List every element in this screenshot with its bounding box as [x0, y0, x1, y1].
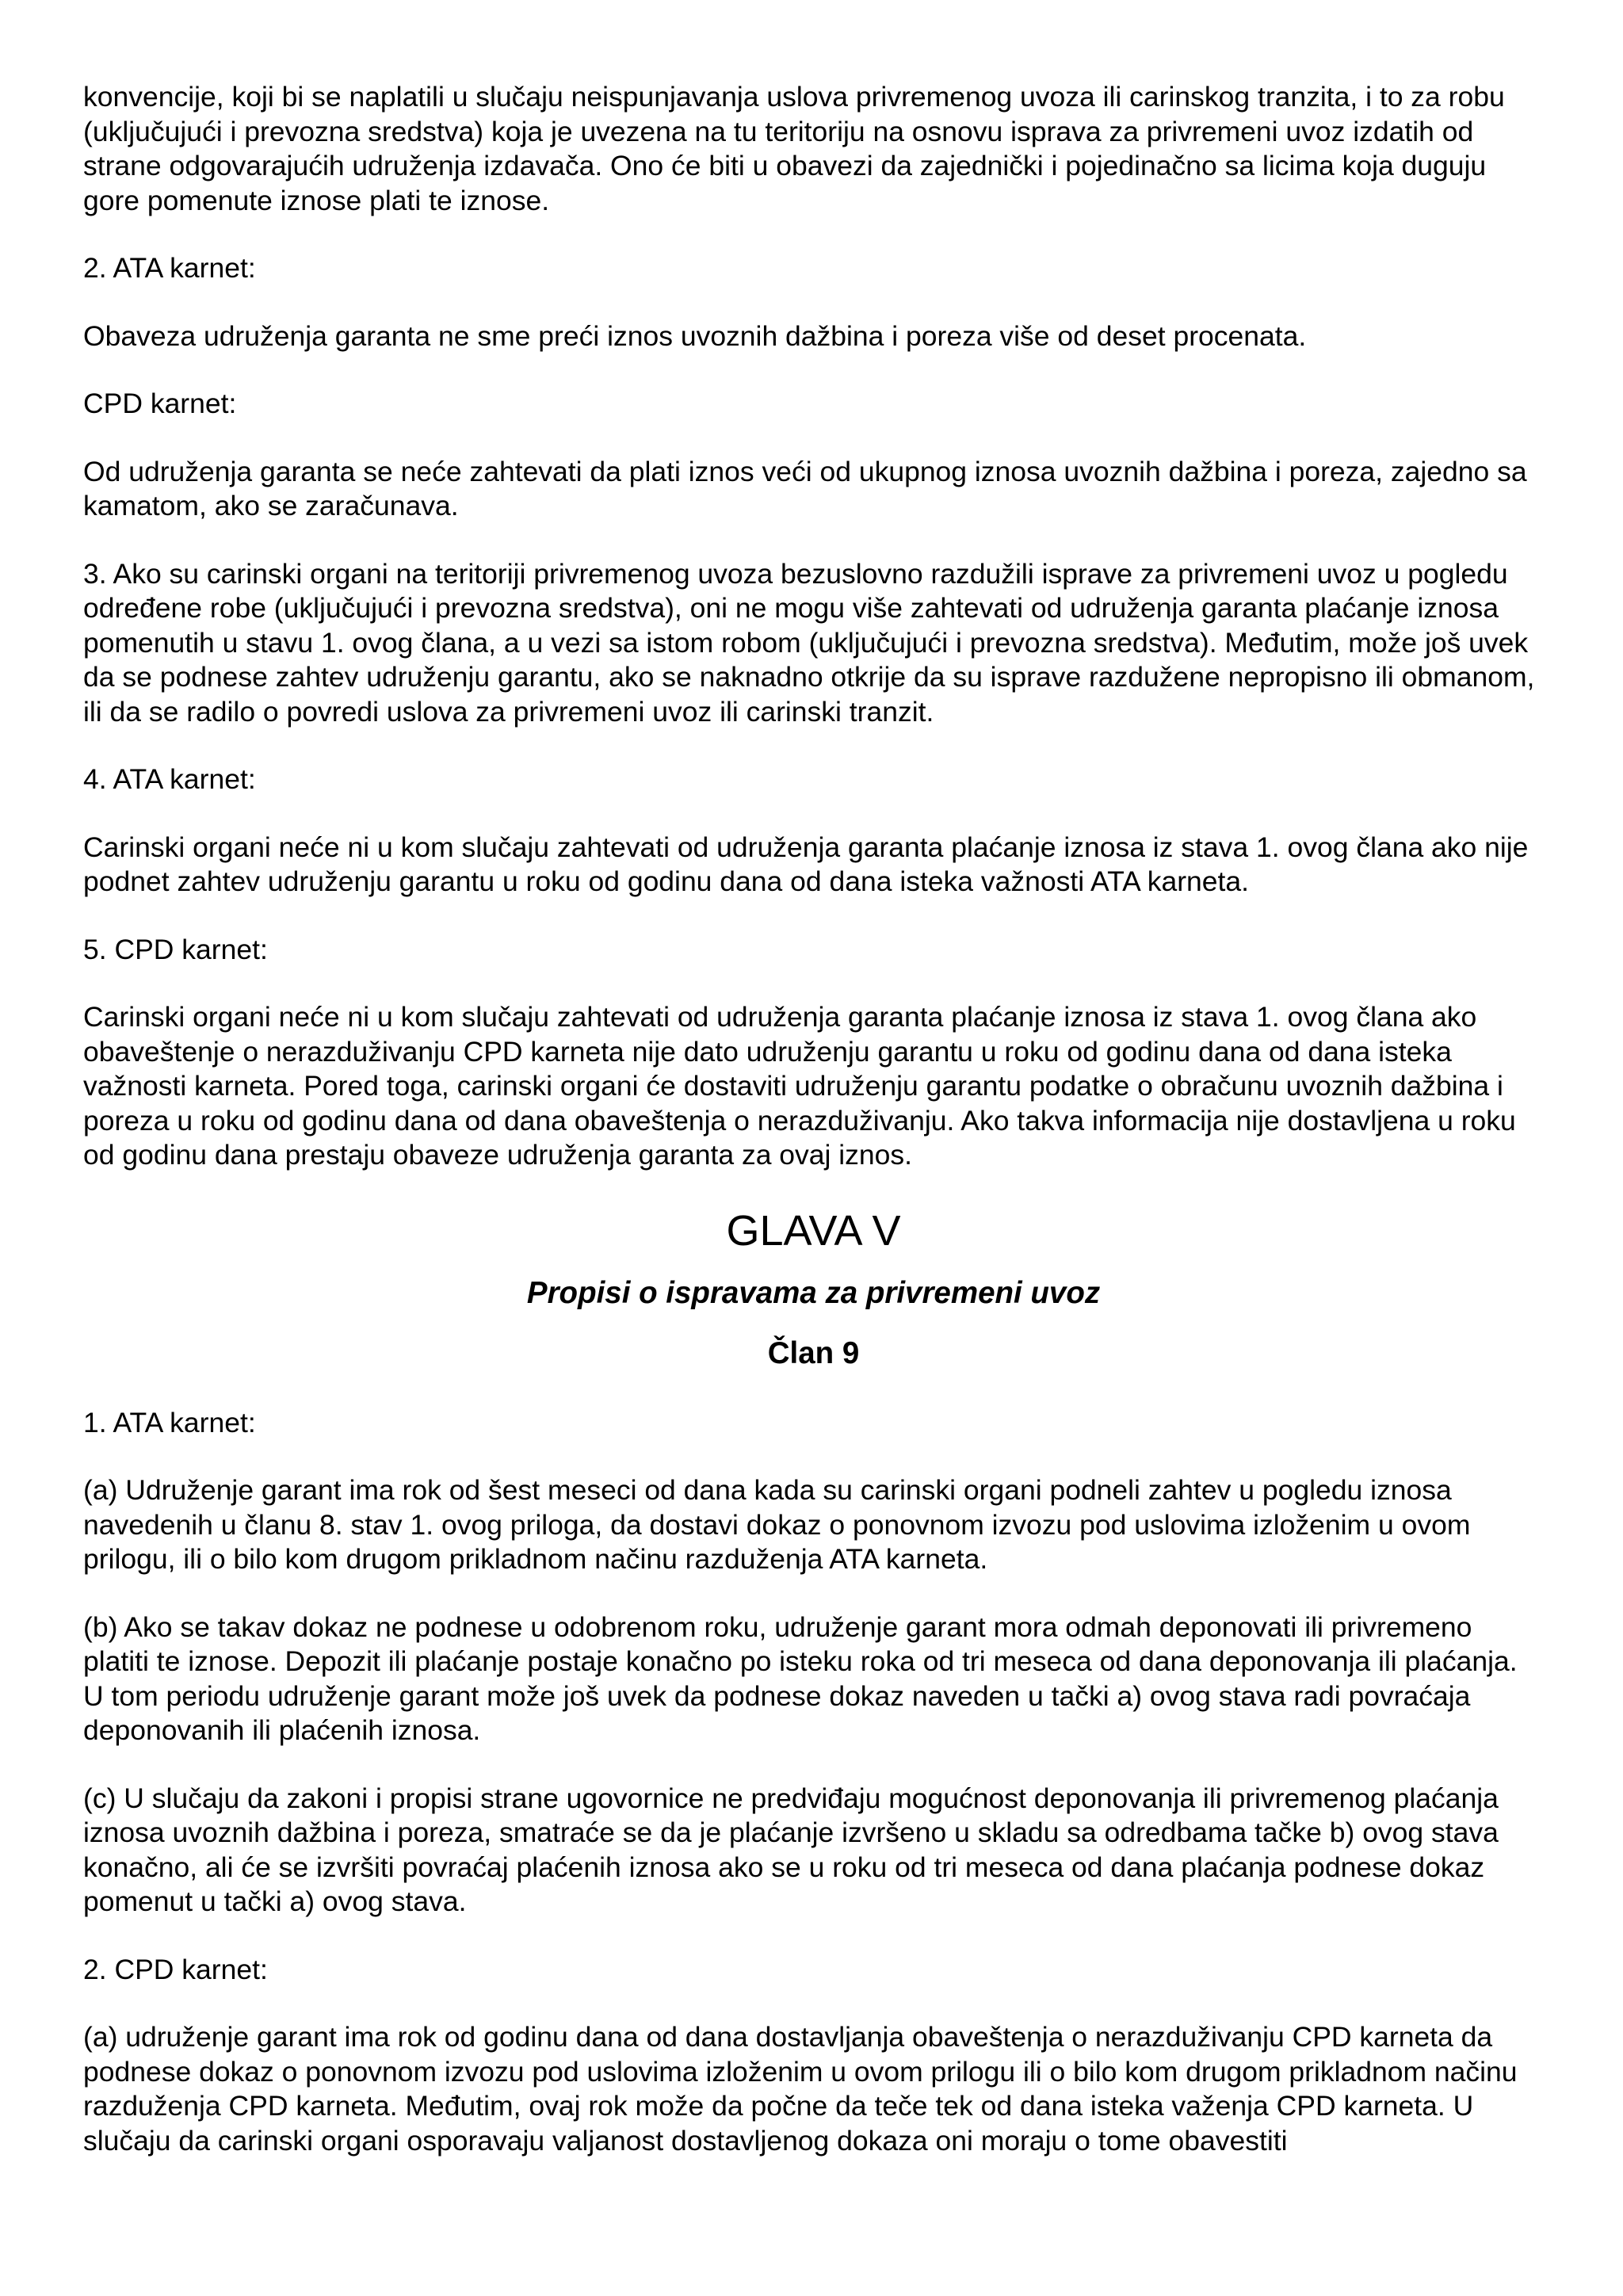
- chapter-title: GLAVA V: [726, 1206, 901, 1255]
- paragraph-heading-cpd: CPD karnet:: [83, 388, 237, 419]
- paragraph-item-3: 3. Ako su carinski organi na teritoriji privremenog uvoza bezuslovno razdužili isprave za privremeni uvoz u pogledu određene robe (uključujući i prevozna sredstva), oni ne mogu više zahtevati od udruženja garanta plaćanje iznosa pomenutih u stavu 1. ovog člana, a u vezi sa istom robom (uključujući i prevozna sredstva). Međutim, može još uvek da se podnese zahtev udruženju garantu, ako se naknadno otkrije da su isprave razdužene nepropisno ili obmanom, ili da se radilo o povredi uslova za privremeni uvoz ili carinski tranzit.: [83, 557, 1535, 728]
- paragraph-item-1a: (a) Udruženje garant ima rok od šest meseci od dana kada su carinski organi podneli zahtev u pogledu iznosa navedenih u članu 8. stav 1. ovog priloga, da dostavi dokaz o ponovnom izvozu pod uslovima izloženim u ovom prilogu, ili o bilo kom drugom prikladnom načinu razduženja ATA karneta.: [83, 1474, 1471, 1575]
- paragraph-heading-cpd-5: 5. CPD karnet:: [83, 933, 268, 965]
- paragraph-heading-ata-4: 4. ATA karnet:: [83, 763, 256, 795]
- paragraph-heading-ata-1: 1. ATA karnet:: [83, 1406, 256, 1438]
- paragraph-heading-ata-2: 2. ATA karnet:: [83, 252, 256, 284]
- paragraph-cpd-obligation-limit: Od udruženja garanta se neće zahtevati da plati iznos veći od ukupnog iznosa uvoznih dažbina i poreza, zajedno sa kamatom, ako se zaračunava.: [83, 455, 1527, 521]
- chapter-subtitle: Propisi o ispravama za privremeni uvoz: [526, 1275, 1101, 1310]
- paragraph-ata-obligation-limit: Obaveza udruženja garanta ne sme preći iznos uvoznih dažbina i poreza više od deset procenata.: [83, 319, 1307, 352]
- paragraph-item-2a: (a) udruženje garant ima rok od godinu dana od dana dostavljanja obaveštenja o nerazduživanju CPD karneta da podnese dokaz o ponovnom izvozu pod uslovima izloženim u ovom prilogu ili o bilo kom drugom prikladnom načinu razduženja CPD karneta. Međutim, ovaj rok može da počne da teče tek od dana isteka važenja CPD karneta. U slučaju da carinski organi osporavaju valjanost dostavljenog dokaza oni moraju o tome obavestiti: [83, 2021, 1518, 2157]
- paragraph-cpd-claim-deadline: Carinski organi neće ni u kom slučaju zahtevati od udruženja garanta plaćanje iznosa iz stava 1. ovog člana ako obaveštenje o nerazduživanju CPD karneta nije dato udruženju garantu u roku od godinu dana od dana isteka važnosti karneta. Pored toga, carinski organi će dostaviti udruženju garantu podatke o obračunu uvoznih dažbina i poreza u roku od godinu dana od dana obaveštenja o nerazduživanju. Ako takva informacija nije dostavljena u roku od godinu dana prestaju obaveze udruženja garanta za ovaj iznos.: [83, 1001, 1516, 1171]
- paragraph-ata-claim-deadline: Carinski organi neće ni u kom slučaju zahtevati od udruženja garanta plaćanje iznosa iz stava 1. ovog člana ako nije podnet zahtev udruženju garantu u roku od godinu dana od dana isteka važnosti ATA karneta.: [83, 831, 1529, 897]
- paragraph-convention-continuation: konvencije, koji bi se naplatili u slučaju neispunjavanja uslova privremenog uvoza ili carinskog tranzita, i to za robu (uključujući i prevozna sredstva) koja je uvezena na tu teritoriju na osnovu isprava za privremeni uvoz izdatih od strane odgovarajućih udruženja izdavača. Ono će biti u obavezi da zajednički i pojedinačno sa licima koja duguju gore pomenute iznose plati te iznose.: [83, 81, 1505, 216]
- article-title: Član 9: [767, 1335, 860, 1370]
- paragraph-item-1b: (b) Ako se takav dokaz ne podnese u odobrenom roku, udruženje garant mora odmah deponovati ili privremeno platiti te iznose. Depozit ili plaćanje postaje konačno po isteku roka od tri meseca od dana deponovanja ili plaćanja. U tom periodu udruženje garant može još uvek da podnese dokaz naveden u tački a) ovog stava radi povraćaja deponovanih ili plaćenih iznosa.: [83, 1610, 1518, 1746]
- paragraph-item-1c: (c) U slučaju da zakoni i propisi strane ugovornice ne predviđaju mogućnost deponovanja ili privremenog plaćanja iznosa uvoznih dažbina i poreza, smatraće se da je plaćanje izvršeno u skladu sa odredbama tačke b) ovog stava konačno, ali će se izvršiti povraćaj plaćenih iznosa ako se u roku od tri meseca od dana plaćanja podnese dokaz pomenut u tački a) ovog stava.: [83, 1782, 1499, 1917]
- paragraph-heading-cpd-2: 2. CPD karnet:: [83, 1953, 268, 1985]
